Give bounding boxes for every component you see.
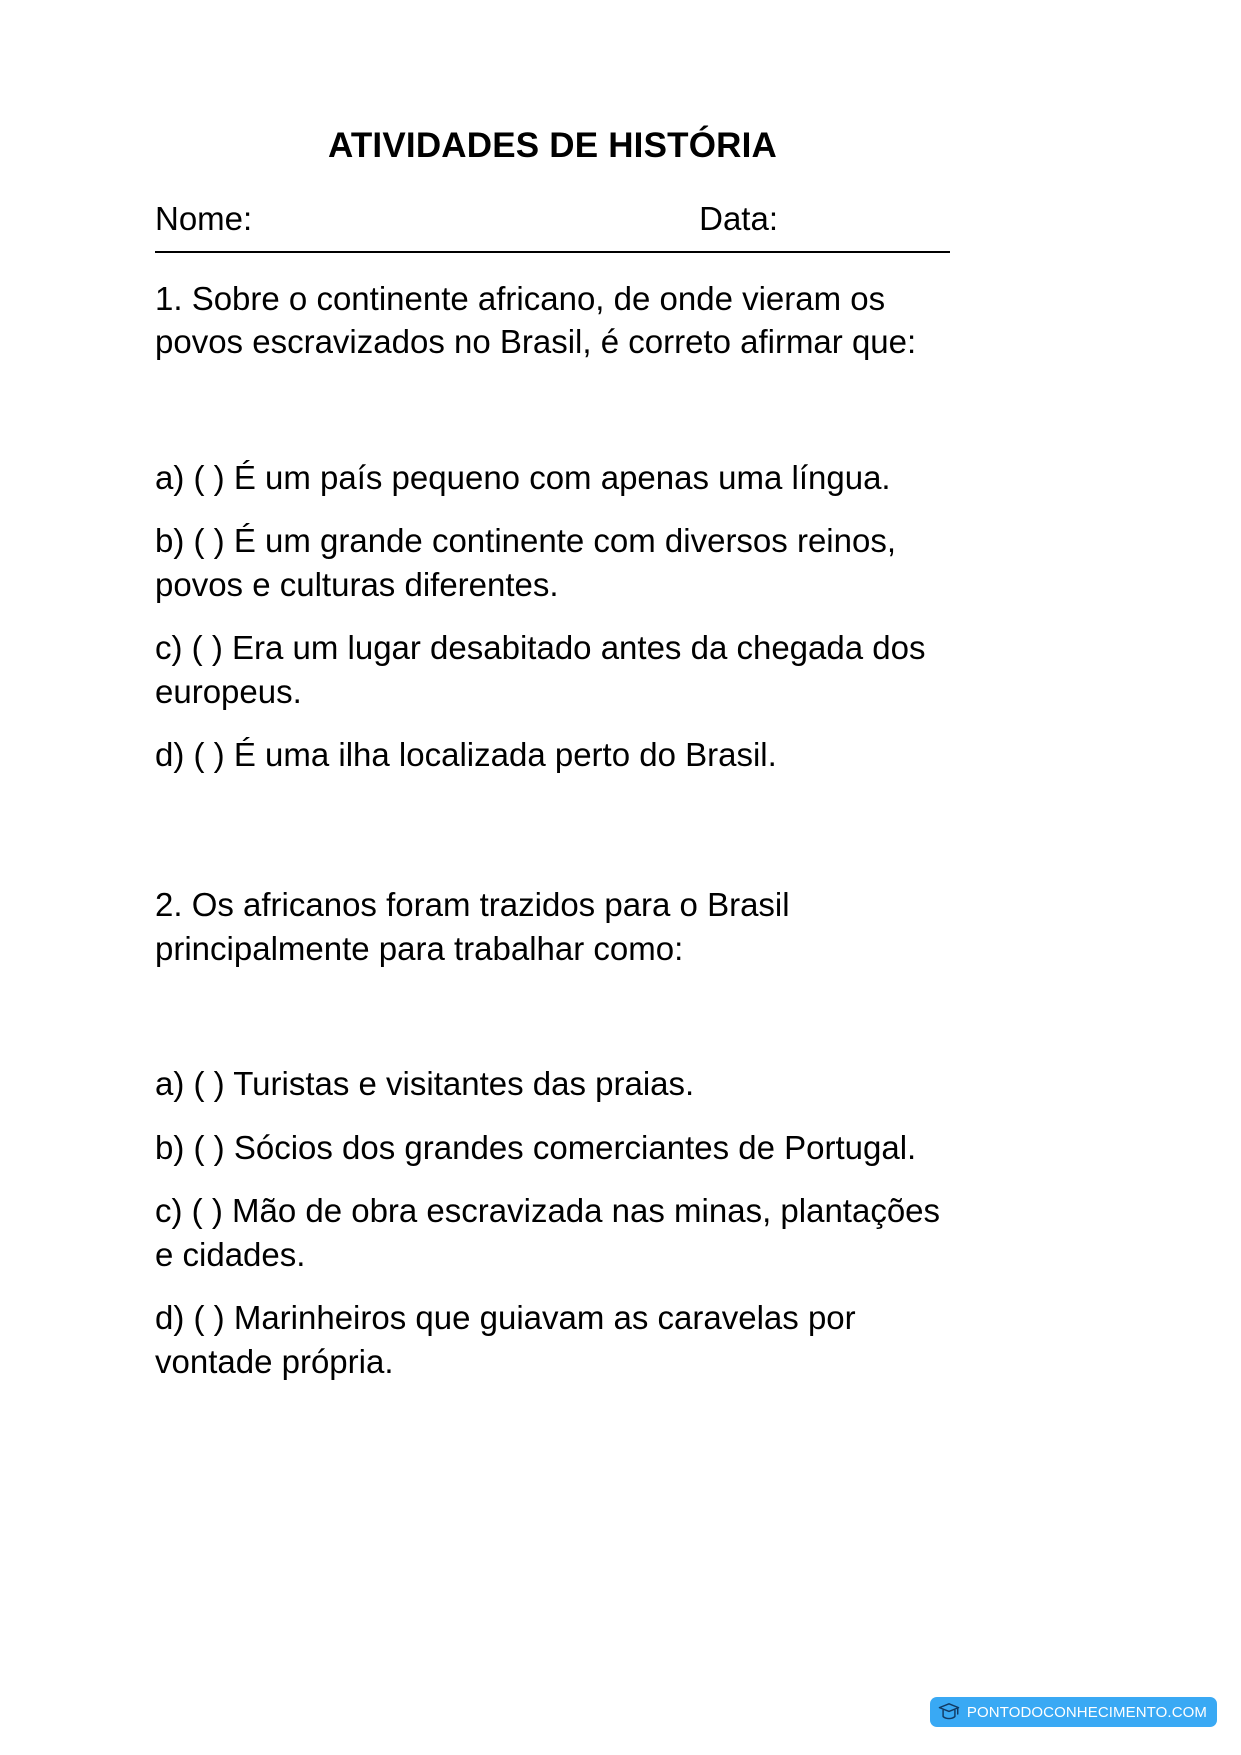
student-header-row	[155, 199, 950, 239]
header-divider	[155, 251, 950, 253]
question-2-stem: 2. Os africanos foram trazidos para o Brasil principalmente para trabalhar como:	[155, 885, 790, 967]
worksheet-content	[155, 0, 950, 1383]
site-watermark-text: PONTODOCONHECIMENTO.COM	[966, 1703, 1207, 1721]
site-watermark-badge[interactable]	[930, 1697, 1217, 1727]
question-2-alternatives	[155, 1062, 950, 1383]
question-1-alternative-c[interactable]: c) ( ) Era um lugar desabitado antes da chegada dos europeus.	[155, 629, 926, 710]
question-1-alternative-b[interactable]: b) ( ) É um grande continente com diversos reinos, povos e culturas diferentes.	[155, 522, 897, 603]
question-block-2	[155, 883, 950, 1383]
question-2-alternative-d[interactable]: d) ( ) Marinheiros que guiavam as caravelas por vontade própria.	[155, 1299, 856, 1380]
question-2-alternative-c[interactable]: c) ( ) Mão de obra escravizada nas minas, plantações e cidades.	[155, 1192, 941, 1273]
date-label: Data:	[699, 200, 778, 237]
page-title: ATIVIDADES DE HISTÓRIA	[327, 126, 778, 165]
question-2-alternative-a[interactable]: a) ( ) Turistas e visitantes das praias.	[155, 1065, 695, 1103]
question-1-stem: 1. Sobre o continente africano, de onde vieram os povos escravizados no Brasil, é correto afirmar que:	[155, 279, 917, 361]
question-1-alternative-a[interactable]: a) ( ) É um país pequeno com apenas uma língua.	[155, 458, 891, 496]
question-1-alternative-d[interactable]: d) ( ) É uma ilha localizada perto do Brasil.	[155, 736, 777, 774]
question-block-1	[155, 277, 950, 777]
question-1-alternatives	[155, 456, 950, 777]
question-2-alternative-b[interactable]: b) ( ) Sócios dos grandes comerciantes de Portugal.	[155, 1128, 917, 1166]
name-label: Nome:	[155, 200, 253, 237]
graduation-cap-icon	[938, 1702, 960, 1722]
